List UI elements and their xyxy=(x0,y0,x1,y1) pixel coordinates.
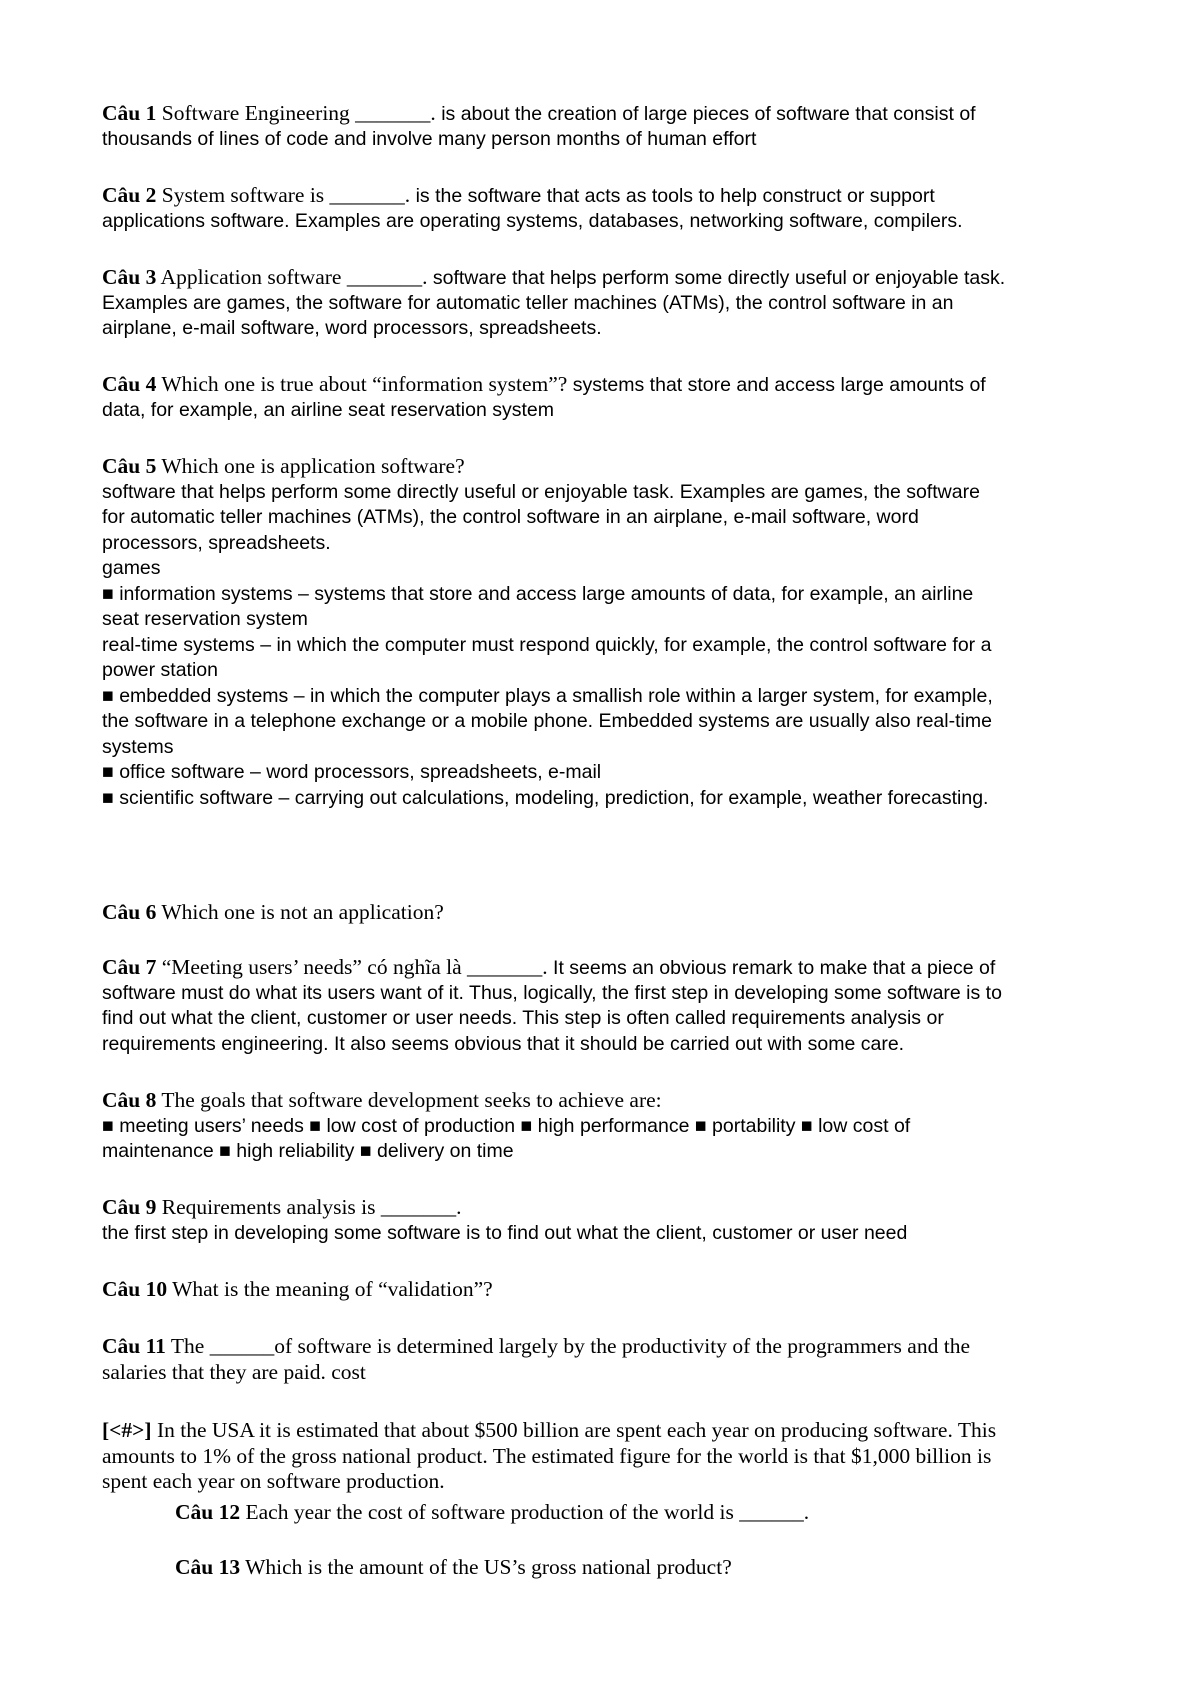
q4-answer-start: systems that store and access large amounts of xyxy=(567,374,986,396)
q3-answer-line-3: airplane, e-mail software, word processors, spreadsheets. xyxy=(102,317,602,339)
q10-question: What is the meaning of “validation”? xyxy=(167,1277,493,1301)
passage-label: [<#>] xyxy=(102,1418,152,1442)
q12-label: Câu 12 xyxy=(175,1500,241,1524)
q11-question: The ______of software is determined largely by the productivity of the programmers and the xyxy=(165,1334,970,1358)
q6-line-1 xyxy=(102,900,1142,926)
q5-answer-line: software that helps perform some directly useful or enjoyable task. Examples are games, the software xyxy=(102,480,980,503)
question-7 xyxy=(102,955,1142,1057)
q8-answer-line-3: maintenance ■ high reliability ■ delivery on time xyxy=(102,1140,514,1162)
q7-answer-line-3: find out what the client, customer or user needs. This step is often called requirements analysis or xyxy=(102,1007,944,1029)
q1-answer-start: is about the creation of large pieces of software that consist of xyxy=(435,103,976,125)
q2-answer-line-2: applications software. Examples are operating systems, databases, networking software, compilers. xyxy=(102,209,963,232)
question-8 xyxy=(102,1088,1142,1165)
question-11 xyxy=(102,1334,1142,1385)
q5-answer-line: ■ scientific software – carrying out calculations, modeling, prediction, for example, weather forecasting. xyxy=(102,786,989,809)
q1-label: Câu 1 xyxy=(102,101,157,125)
question-13 xyxy=(175,1555,1200,1581)
q4-label: Câu 4 xyxy=(102,372,157,396)
q10-line-1 xyxy=(102,1277,1142,1303)
question-12 xyxy=(175,1500,1200,1526)
q5-answer-line: real-time systems – in which the computer must respond quickly, for example, the control software for a xyxy=(102,633,992,656)
question-10 xyxy=(102,1277,1142,1303)
passage-line-1 xyxy=(102,1418,1142,1444)
question-4 xyxy=(102,372,1142,423)
q5-answer-line: the software in a telephone exchange or a mobile phone. Embedded systems are usually also real-time xyxy=(102,710,992,732)
passage-line-2: amounts to 1% of the gross national product. The estimated figure for the world is that $1,000 billion is xyxy=(102,1443,992,1468)
q8-answer-line-2: ■ meeting users’ needs ■ low cost of production ■ high performance ■ portability ■ low cost of xyxy=(102,1114,911,1137)
q5-answer-line: seat reservation system xyxy=(102,608,308,630)
q5-answer-line: games xyxy=(102,557,161,579)
q11-label: Câu 11 xyxy=(102,1334,166,1358)
q12-line-1 xyxy=(175,1500,1200,1526)
q4-answer-line-2: data, for example, an airline seat reservation system xyxy=(102,398,554,421)
q3-question: Application software _______. xyxy=(156,265,428,289)
q2-label: Câu 2 xyxy=(102,183,157,207)
q1-question: Software Engineering _______. xyxy=(156,101,436,125)
q2-answer-start: is the software that acts as tools to help construct or support xyxy=(410,185,935,207)
question-3 xyxy=(102,265,1142,342)
q9-answer-line-2: the first step in developing some software is to find out what the client, customer or user need xyxy=(102,1221,908,1244)
q3-label: Câu 3 xyxy=(102,265,157,289)
question-2 xyxy=(102,183,1142,234)
q10-label: Câu 10 xyxy=(102,1277,168,1301)
q7-question: “Meeting users’ needs” có nghĩa là _______. xyxy=(156,955,548,979)
q8-question: The goals that software development seeks to achieve are: xyxy=(156,1088,662,1112)
q5-answer-line: processors, spreadsheets. xyxy=(102,531,331,554)
q7-label: Câu 7 xyxy=(102,955,157,979)
q6-question: Which one is not an application? xyxy=(156,900,444,924)
q11-answer-line-2: salaries that they are paid. cost xyxy=(102,1359,366,1384)
q3-line-1 xyxy=(102,265,1142,291)
q2-question: System software is _______. xyxy=(156,183,411,207)
q5-label: Câu 5 xyxy=(102,454,157,478)
q13-line-1 xyxy=(175,1555,1200,1581)
q1-line-1 xyxy=(102,101,1142,127)
q3-answer-start: software that helps perform some directly useful or enjoyable task. xyxy=(427,267,1006,289)
passage xyxy=(102,1418,1142,1495)
passage-text: In the USA it is estimated that about $500 billion are spent each year on producing software. This xyxy=(151,1418,997,1442)
question-6 xyxy=(102,900,1142,926)
question-5 xyxy=(102,454,1142,811)
q5-answer-line: power station xyxy=(102,659,218,681)
q5-question: Which one is application software? xyxy=(156,454,465,478)
q7-answer-start: It seems an obvious remark to make that a piece of xyxy=(547,957,996,979)
q8-line-1 xyxy=(102,1088,1142,1114)
question-1 xyxy=(102,101,1142,152)
q9-label: Câu 9 xyxy=(102,1195,157,1219)
q5-answer-line: ■ embedded systems – in which the computer plays a smallish role within a larger system, for example, xyxy=(102,684,993,707)
q5-answer-line: for automatic teller machines (ATMs), the control software in an airplane, e-mail software, word xyxy=(102,506,919,528)
q5-answer-line: systems xyxy=(102,735,174,758)
q3-answer-line-2: Examples are games, the software for automatic teller machines (ATMs), the control software in an xyxy=(102,291,954,314)
q7-line-1 xyxy=(102,955,1142,981)
q5-answer-line: ■ information systems – systems that store and access large amounts of data, for example, an airline xyxy=(102,582,974,605)
q1-answer-line-2: thousands of lines of code and involve many person months of human effort xyxy=(102,127,757,150)
q11-line-1 xyxy=(102,1334,1142,1360)
q8-label: Câu 8 xyxy=(102,1088,157,1112)
q12-question: Each year the cost of software production of the world is ______. xyxy=(240,1500,810,1524)
q2-line-1 xyxy=(102,183,1142,209)
q9-line-1 xyxy=(102,1195,1142,1221)
passage-line-3: spent each year on software production. xyxy=(102,1469,445,1493)
q13-label: Câu 13 xyxy=(175,1555,241,1579)
q4-line-1 xyxy=(102,372,1142,398)
q9-question: Requirements analysis is _______. xyxy=(156,1195,462,1219)
q6-label: Câu 6 xyxy=(102,900,157,924)
q13-question: Which is the amount of the US’s gross national product? xyxy=(240,1555,732,1579)
q5-line-1 xyxy=(102,454,1142,480)
q5-answer-line: ■ office software – word processors, spreadsheets, e-mail xyxy=(102,761,602,783)
q4-question: Which one is true about “information system”? xyxy=(156,372,568,396)
q7-answer-line-4: requirements engineering. It also seems obvious that it should be carried out with some care. xyxy=(102,1032,905,1055)
q7-answer-line-2: software must do what its users want of it. Thus, logically, the first step in developing some software is to xyxy=(102,981,1002,1004)
question-9 xyxy=(102,1195,1142,1246)
